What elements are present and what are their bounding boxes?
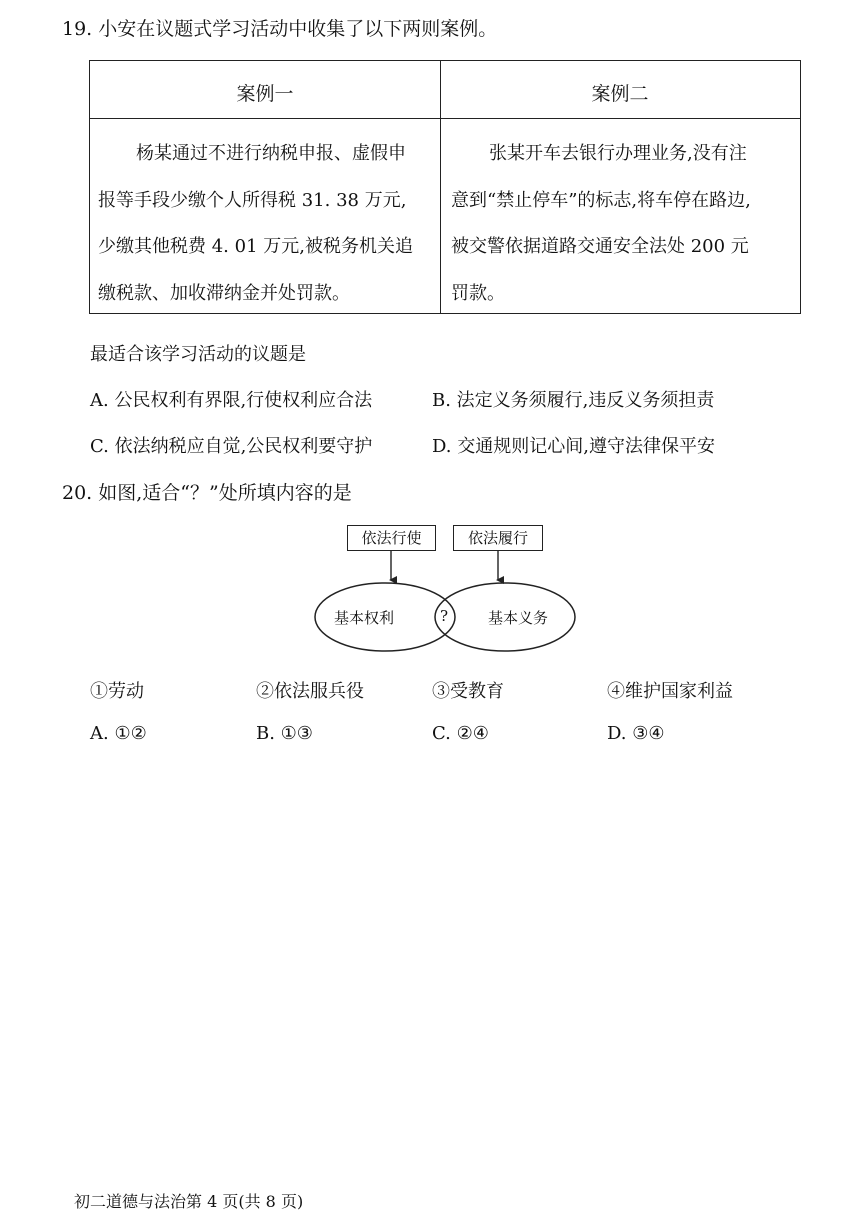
case1-line: 缴税款、加收滞纳金并处罚款。: [98, 282, 350, 304]
case2-line: 张某开车去银行办理业务,没有注: [489, 143, 747, 164]
box-fulfill-lawfully: 依法履行: [453, 525, 543, 551]
table-header-case1: 案例一: [236, 83, 294, 105]
label-basic-duties: 基本义务: [488, 609, 549, 627]
q20-item-3: ③受教育: [432, 681, 504, 702]
q19-option-b[interactable]: B. 法定义务须履行,违反义务须担责: [432, 390, 715, 411]
q20-item-2: ②依法服兵役: [256, 681, 364, 702]
overlap-question-mark: ?: [440, 607, 449, 625]
case2-text: [451, 131, 751, 317]
case2-line: 罚款。: [451, 282, 505, 304]
q20-option-c[interactable]: C. ②④: [432, 723, 489, 744]
label-basic-rights: 基本权利: [334, 609, 395, 627]
q20-option-b[interactable]: B. ①③: [256, 723, 313, 744]
case1-line: 杨某通过不进行纳税申报、虚假申: [136, 143, 406, 164]
q20-item-4: ④维护国家利益: [607, 681, 733, 702]
q19-stem: 19. 小安在议题式学习活动中收集了以下两则案例。: [62, 18, 498, 40]
case2-line: 意到“禁止停车”的标志,将车停在路边,: [451, 189, 751, 211]
q20-option-d[interactable]: D. ③④: [607, 723, 665, 744]
page-footer: 初二道德与法治第 4 页(共 8 页): [74, 1192, 304, 1211]
q19-option-a[interactable]: A. 公民权利有界限,行使权利应合法: [90, 390, 373, 411]
q19-prompt: 最适合该学习活动的议题是: [90, 344, 306, 365]
case1-line: 少缴其他税费 4. 01 万元,被税务机关追: [98, 236, 413, 257]
q20-item-1: ①劳动: [90, 681, 144, 702]
q19-option-d[interactable]: D. 交通规则记心间,遵守法律保平安: [432, 436, 715, 457]
case2-line: 被交警依据道路交通安全法处 200 元: [451, 236, 749, 257]
q20-option-a[interactable]: A. ①②: [90, 723, 147, 744]
q19-option-c[interactable]: C. 依法纳税应自觉,公民权利要守护: [90, 436, 373, 457]
venn-diagram: [300, 550, 590, 660]
case1-line: 报等手段少缴个人所得税 31. 38 万元,: [98, 189, 407, 211]
case1-text: [98, 131, 413, 317]
case-table: [89, 60, 801, 314]
table-header-case2: 案例二: [591, 83, 649, 105]
box-exercise-lawfully: 依法行使: [347, 525, 436, 551]
q20-stem: 20. 如图,适合“？”处所填内容的是: [62, 482, 352, 504]
